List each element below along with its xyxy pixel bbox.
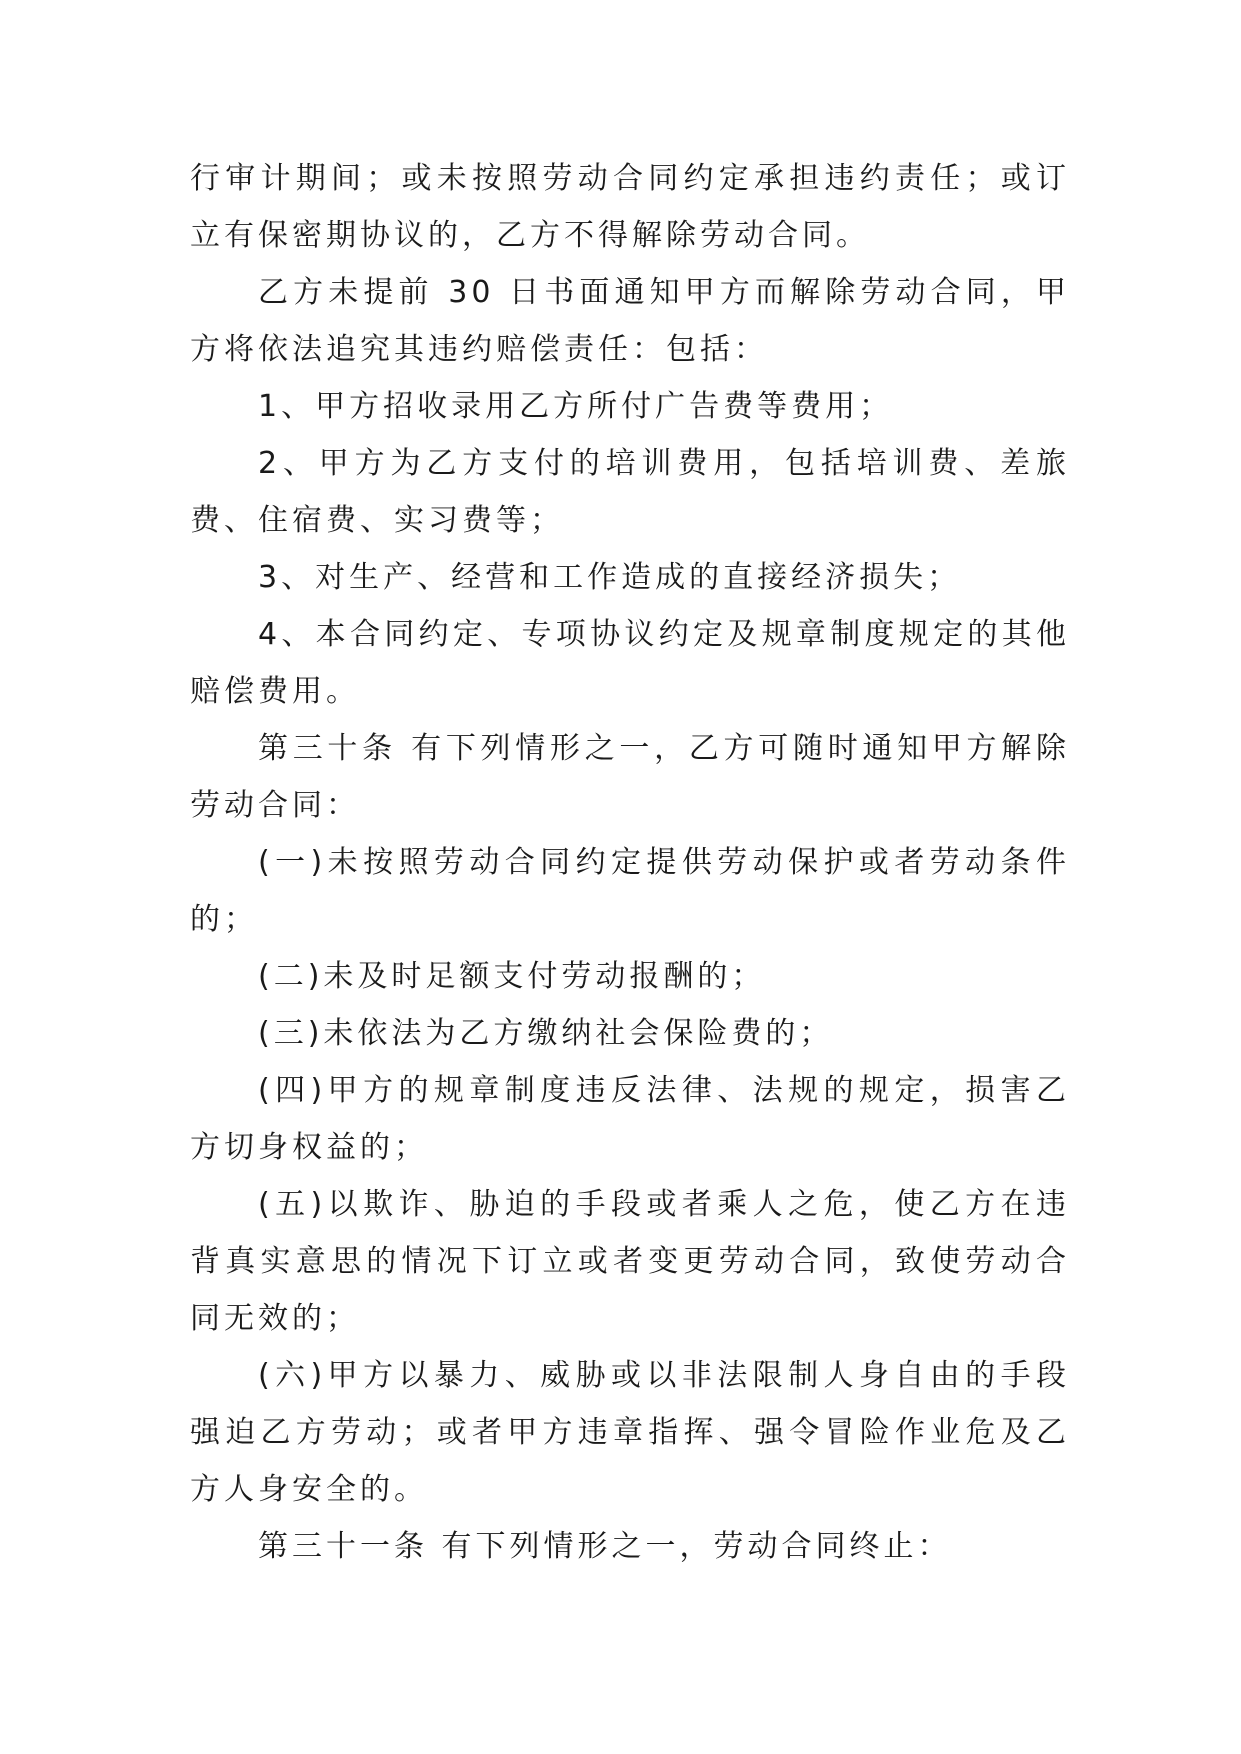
article-30-item-3: (三)未依法为乙方缴纳社会保险费的； <box>258 1016 834 1051</box>
article-30-item-4: (四)甲方的规章制度违反法律、法规的规定，损害乙方切身权益的； <box>190 1073 1070 1165</box>
paragraph-item-3: 3、对生产、经营和工作造成的直接经济损失； <box>258 560 962 595</box>
article-30-item-6: (六)甲方以暴力、威胁或以非法限制人身自由的手段强迫乙方劳动；或者甲方违章指挥、强令冒险作业危及乙方人身安全的。 <box>190 1358 1070 1507</box>
article-30-item-2: (二)未及时足额支付劳动报酬的； <box>258 959 766 994</box>
paragraph-item-4: 4、本合同约定、专项协议约定及规章制度规定的其他赔偿费用。 <box>190 617 1070 709</box>
paragraph-audit-period: 行审计期间；或未按照劳动合同约定承担违约责任；或订立有保密期协议的，乙方不得解除劳动合同。 <box>190 161 1070 253</box>
article-30-item-1: (一)未按照劳动合同约定提供劳动保护或者劳动条件的； <box>190 845 1070 937</box>
article-31-heading: 第三十一条 有下列情形之一，劳动合同终止： <box>258 1529 952 1564</box>
paragraph-item-1: 1、甲方招收录用乙方所付广告费等费用； <box>258 389 894 424</box>
paragraph-item-2: 2、甲方为乙方支付的培训费用，包括培训费、差旅费、住宿费、实习费等； <box>190 446 1070 538</box>
paragraph-notice-breach: 乙方未提前 30 日书面通知甲方而解除劳动合同，甲方将依法追究其违约赔偿责任：包括： <box>190 275 1070 367</box>
article-30-heading: 第三十条 有下列情形之一，乙方可随时通知甲方解除劳动合同： <box>190 731 1070 823</box>
document-body <box>190 150 1070 1575</box>
article-30-item-5: (五)以欺诈、胁迫的手段或者乘人之危，使乙方在违背真实意思的情况下订立或者变更劳动合同，致使劳动合同无效的； <box>190 1187 1070 1336</box>
